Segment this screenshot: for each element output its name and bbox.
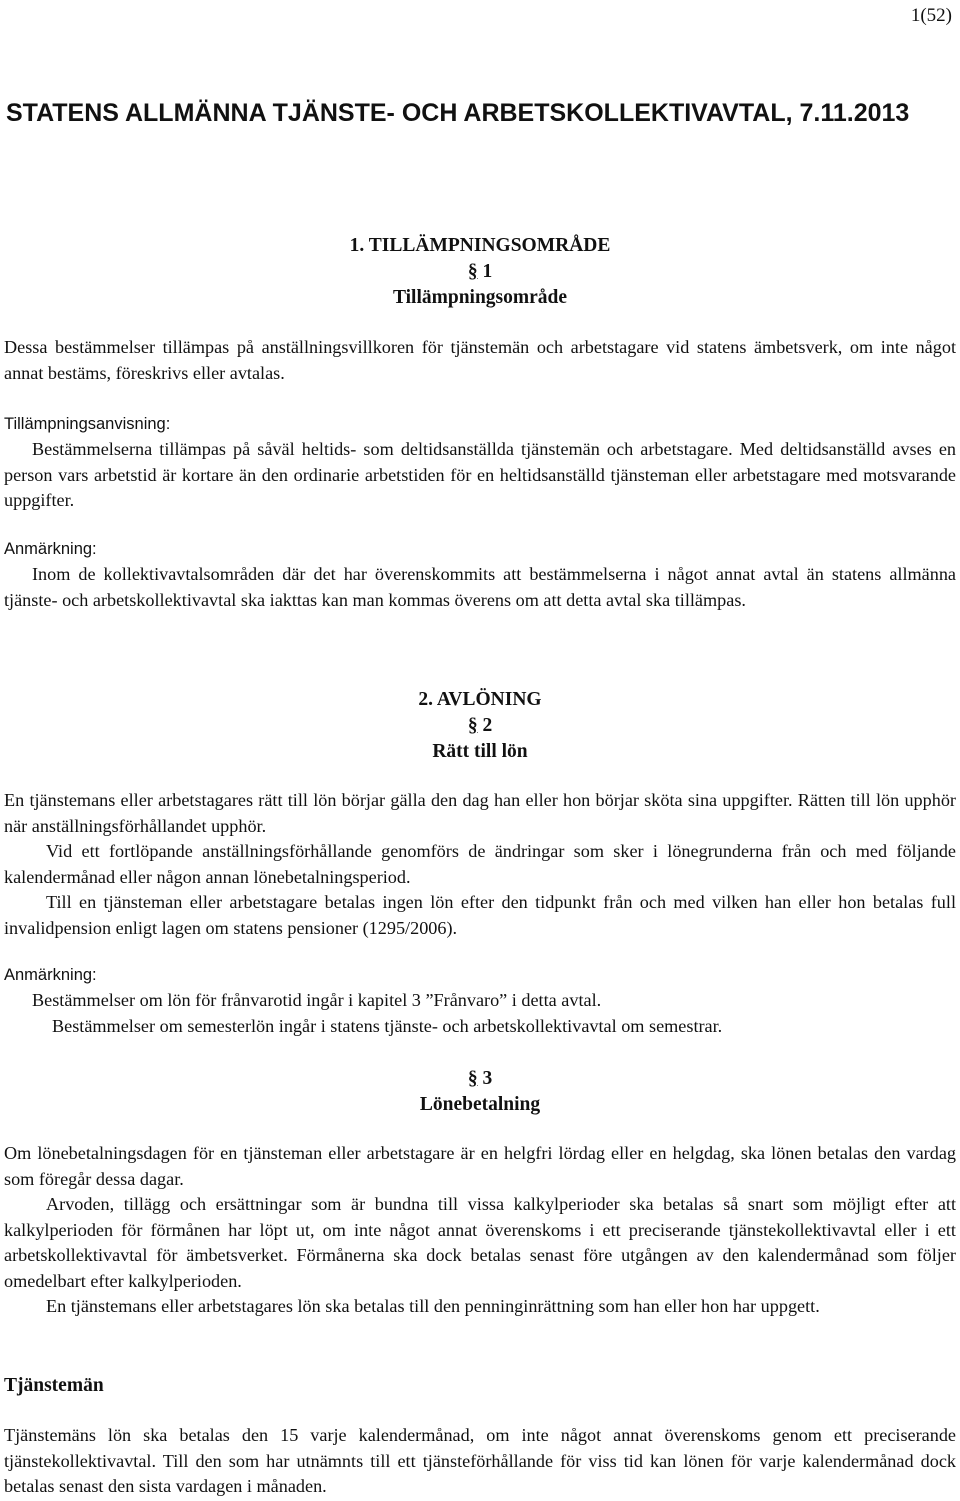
section3-heading-block [4, 1066, 956, 1118]
chapter2-note-line2: Bestämmelser om semesterlön ingår i statens tjänste- och arbetskollektivavtal om semestrar. [52, 1015, 723, 1036]
chapter1-heading: 1. TILLÄMPNINGSOMRÅDE [349, 235, 611, 256]
section2-number-text: 2 [482, 715, 493, 736]
section2-para3: Till en tjänsteman eller arbetstagare betalas ingen lön efter den tidpunkt från och med vilken han eller hon betalas full invalidpension enligt lagen om statens pensioner (1295/2006). [4, 892, 956, 938]
section3-number-text: 3 [482, 1068, 493, 1089]
section3-para2: Arvoden, tillägg och ersättningar som är bundna till vissa kalkylperioder ska betalas så snart som möjligt efter att kalkylperioden för förmånen har löpt ut, om inte något annat överenskoms i ett preciserande tjänstekollektivavtal eller i ett arbetskollektivavtal för ämbetsverket. Förmånerna ska dock betalas senast före utgången av den kalendermånad som följer omedelbart efter kalkylperioden. [4, 1194, 956, 1291]
chapter1-heading-block [4, 233, 956, 311]
section2-para2: Vid ett fortlöpande anställningsförhållande genomförs de ändringar som sker i lönegrunderna från och med följande kalendermånad eller någon annan lönebetalningsperiod. [4, 841, 956, 887]
chapter1-note-lead: Inom de kollektivavtalsområden där det har överenskommits att bestämmelserna i något annat avtal än [32, 564, 824, 584]
document-title: STATENS ALLMÄNNA TJÄNSTE- OCH ARBETSKOLLEKTIVAVTAL, 7.11.2013 [6, 99, 910, 127]
section1-number [4, 259, 956, 285]
section2-body [4, 788, 956, 941]
chapter1-note-rest: statens allmänna tjänste- och arbetskollektivavtal ska iakttas kan man kommas överens om att detta avtal ska tillämpas. [4, 564, 956, 610]
section1-title: Tillämpningsområde [392, 287, 568, 308]
chapter2-heading: 2. AVLÖNING [418, 689, 542, 710]
section3-para3: En tjänstemans eller arbetstagares lön ska betalas till den penninginrättning som han eller hon har uppgett. [46, 1296, 820, 1316]
guidance-text [4, 437, 956, 514]
section3-para1: Om lönebetalningsdagen för en tjänsteman eller arbetstagare är en helgfri lördag eller en helgdag, ska lönen betalas den vardag som föregår dessa dagar. [4, 1143, 956, 1189]
page-number: 1(52) [910, 5, 952, 26]
chapter1-note-block [4, 537, 956, 613]
section1-number-text: 1 [482, 261, 493, 282]
section3-body [4, 1141, 956, 1320]
section3-para4: Tjänstemäns lön ska betalas den 15 varje kalendermånad, om inte något annat överenskoms genom ett preciserande tjänstekollektivavtal. Till den som har utnämnts till ett tjänsteförhållande för viss tid kan lönen för varje kalendermånad dock betalas senast den sista vardagen i månaden. [4, 1425, 956, 1496]
section-sign: § [467, 261, 478, 282]
chapter1-paragraph: Dessa bestämmelser tillämpas på anställningsvillkoren för tjänstemän och arbetstagare vid statens ämbetsverk, om inte något annat bestäms, föreskrivs eller avtalas. [4, 337, 956, 383]
section-sign: § [467, 1068, 478, 1089]
guidance-lead: Bestämmelserna tillämpas på såväl heltids- som deltidsanställda tjänstemän och arbetstagare. [32, 439, 733, 459]
chapter1-note-text [4, 562, 956, 613]
section3-number [4, 1066, 956, 1092]
subheading-tjansteman: Tjänstemän [4, 1375, 104, 1396]
chapter2-heading-block [4, 687, 956, 765]
chapter2-note-line1: Bestämmelser om lön för frånvarotid ingår i kapitel 3 ”Frånvaro” i detta avtal. [32, 990, 602, 1010]
section3-title: Lönebetalning [419, 1094, 541, 1115]
section2-title: Rätt till lön [432, 741, 528, 762]
section2-number [4, 713, 956, 739]
guidance-rest: Med deltidsanställd avses en person vars arbetstid är kortare än den ordinarie arbetstiden för en heltidsanställd tjänsteman eller arbetstagare med motsvarande uppgifter. [4, 439, 956, 510]
chapter2-note-label: Anmärkning: [4, 966, 97, 984]
guidance-label: Tillämpningsanvisning: [4, 415, 171, 433]
section-sign: § [467, 715, 478, 736]
chapter2-note-block [4, 963, 956, 1039]
guidance-block [4, 412, 956, 514]
chapter1-note-label: Anmärkning: [4, 540, 97, 558]
section2-para1: En tjänstemans eller arbetstagares rätt till lön börjar gälla den dag han eller hon börjar sköta sina uppgifter. Rätten till lön upphör när anställningsförhållandet upphör. [4, 790, 956, 836]
